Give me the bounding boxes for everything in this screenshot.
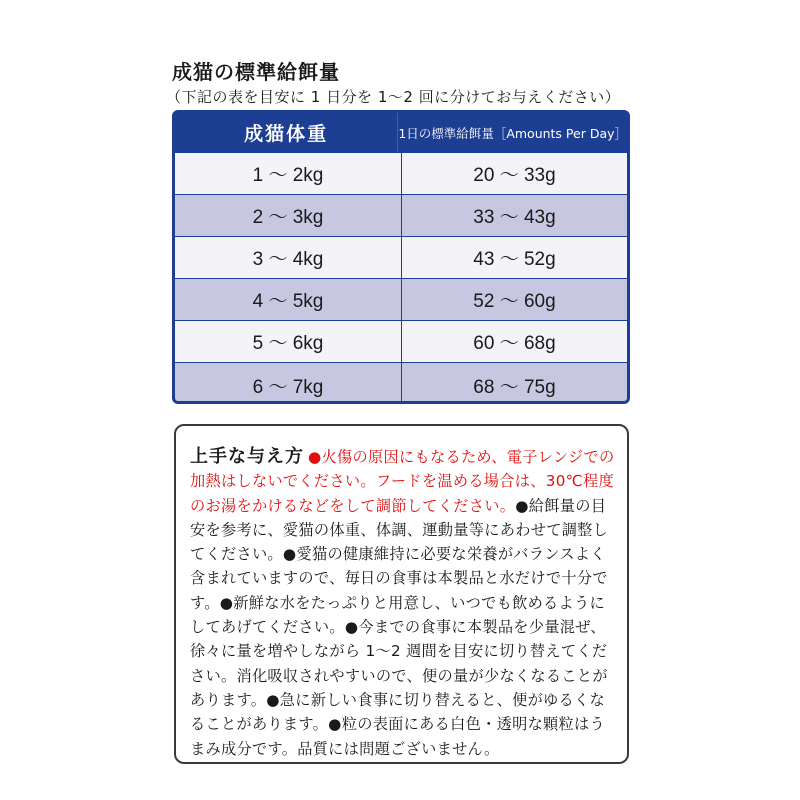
- amount-cell: 33 ～ 43g: [402, 195, 627, 236]
- notes-heading: 上手な与え方: [190, 446, 304, 467]
- header-weight: 成猫体重: [244, 123, 329, 145]
- feeding-table: [172, 110, 630, 404]
- weight-cell: 5 ～ 6kg: [175, 321, 401, 362]
- amount-cell: 52 ～ 60g: [402, 279, 627, 320]
- amount-cell: 68 ～ 75g: [402, 363, 627, 404]
- table-row: [175, 195, 627, 236]
- page-title: 成猫の標準給餌量: [172, 60, 340, 84]
- table-row: [175, 279, 627, 320]
- notes-body: ●給餌量の目安を参考に、愛猫の体重、体調、運動量等にあわせて調整してください。●愛猫の健康維持に必要な栄養がバランスよく含まれていますので、毎日の食事は本製品と水だけで十分です。●新鮮な水をたっぷりと用意し、いつでも飲めるようにしてあげてください。●今までの食事に本製品を少量混ぜ、徐々に量を増やしながら 1〜2 週間を目安に切り替えてください。消化吸収されやすいので、便の量が少なくなることがあります。●急に新しい食事に切り替えると、便がゆるくなることがあります。●粒の表面にある白色・透明な顆粒はうまみ成分です。品質には問題ございません。: [190, 496, 609, 758]
- weight-cell: 2 ～ 3kg: [175, 195, 401, 236]
- weight-cell: 4 ～ 5kg: [175, 279, 401, 320]
- table-row: [175, 321, 627, 362]
- amount-cell: 60 ～ 68g: [402, 321, 627, 362]
- weight-cell: 3 ～ 4kg: [175, 237, 401, 278]
- amount-cell: 43 ～ 52g: [402, 237, 627, 278]
- header-amount: 1日の標準給餌量［Amounts Per Day］: [397, 113, 627, 152]
- notes-warning: ●火傷の原因にもなるため、電子レンジでの加熱はしないでください。フードを温める場合は、30℃程度のお湯をかけるなどをして調節してください。: [190, 448, 615, 515]
- table-row: [175, 237, 627, 278]
- table-body: [175, 153, 627, 404]
- weight-cell: 1 ～ 2kg: [175, 153, 401, 194]
- table-header: [175, 113, 627, 152]
- amount-cell: 20 ～ 33g: [402, 153, 627, 194]
- table-row: [175, 363, 627, 404]
- table-row: [175, 153, 627, 194]
- feeding-notes: [190, 441, 618, 761]
- weight-cell: 6 ～ 7kg: [175, 363, 401, 404]
- page-subtitle: （下記の表を目安に 1 日分を 1〜2 回に分けてお与えください）: [166, 88, 621, 106]
